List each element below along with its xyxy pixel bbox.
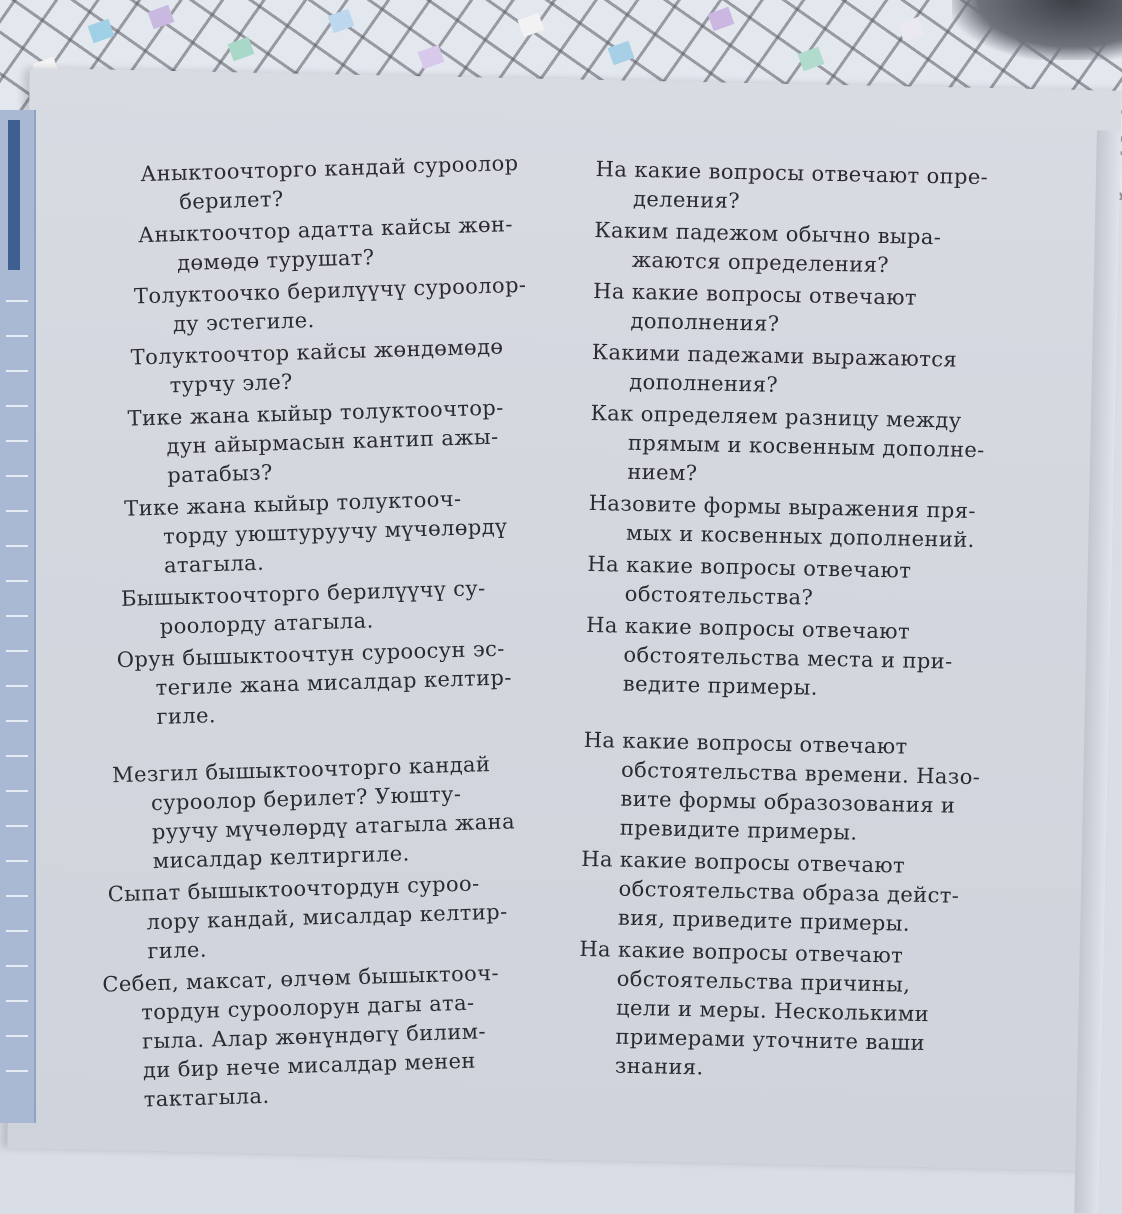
spine-tick (6, 895, 28, 897)
spine-tick (6, 1035, 28, 1037)
spine-tick (6, 790, 28, 792)
spine-tick (6, 615, 28, 617)
spine-tick (6, 405, 28, 407)
spine-band (8, 120, 20, 270)
question-ru-5: Как определяем разницу между прямым и косвенным дополне- нием? (590, 400, 985, 486)
spine-tick (6, 300, 28, 302)
cloth-square (418, 45, 445, 69)
cloth-square (328, 9, 355, 33)
kyrgyz-questions-column (78, 148, 576, 1119)
question-ru-3: На какие вопросы отвечают дополнения? (592, 278, 918, 336)
question-ru-8: На какие вопросы отвечают обстоятельства места и при- ведите примеры. (585, 612, 953, 700)
spine-tick (6, 1070, 28, 1072)
cloth-square (608, 41, 635, 65)
question-kg-6: Тике жана кыйыр толуктооч- торду уюштуруучу мүчөлөрдү атагыла. (123, 486, 508, 578)
spine-tick (6, 965, 28, 967)
question-ru-6: Назовите формы выражения пря- мых и косвенных дополнений. (588, 490, 977, 553)
spine-tick (6, 1000, 28, 1002)
question-kg-5: Тике жана кыйыр толуктоочтор- дун айырмасын кантип ажы- ратабыз? (127, 395, 505, 488)
spine-tick (6, 510, 28, 512)
question-ru-4: Какими падежами выражаются дополнения? (591, 339, 958, 397)
question-kg-8: Орун бышыктоочтун суроосун эс- тегиле жана мисалдар келтир- гиле. (116, 636, 513, 729)
cloth-square (518, 13, 545, 37)
cloth-square (148, 5, 175, 29)
question-ru-11: На какие вопросы отвечают обстоятельства причины, цели и меры. Несколькими примерами уточните ваши знания. (579, 936, 930, 1080)
question-ru-7: На какие вопросы отвечают обстоятельства? (587, 551, 912, 610)
spine-tick (6, 545, 28, 547)
spine-tick (6, 685, 28, 687)
question-ru-2: Каким падежом обычно выра- жаются определения? (594, 217, 942, 278)
question-kg-11: Себеп, максат, өлчөм бышыктооч- тордун суроолорун дагы ата- гыла. Алар жөнүндөгү билим- ди бир нече мисалдар менен тактагыла. (102, 960, 500, 1112)
russian-questions-column (577, 155, 1046, 1092)
spine-tick (6, 335, 28, 337)
question-kg-9: Мезгил бышыктоочторго кандай суроолор берилет? Уюшту- руучу мүчөлөрдү атагыла жана мисалдар келтиргиле. (111, 752, 516, 874)
question-ru-10: На какие вопросы отвечают обстоятельства образа дейст- вия, приведите примеры. (581, 846, 960, 936)
question-kg-7: Бышыктоочторго берилүүчү су- роолорду атагыла. (120, 576, 486, 639)
spine-tick (6, 755, 28, 757)
spine-tick (6, 440, 28, 442)
spine-tick (6, 860, 28, 862)
cloth-square (88, 19, 115, 43)
notebook-spine (0, 110, 36, 1123)
question-kg-10: Сыпат бышыктоочтордун суроо- лору кандай, мисалдар келтир- гиле. (107, 871, 508, 964)
spine-tick (6, 580, 28, 582)
page-edge (1074, 130, 1121, 1213)
cloth-square (708, 7, 735, 31)
question-ru-1: На какие вопросы отвечают опре- деления? (595, 156, 989, 214)
spine-tick (6, 650, 28, 652)
question-kg-4: Толуктоочтор кайсы жөндөмөдө турчу эле? (130, 334, 504, 398)
spine-tick (6, 720, 28, 722)
question-kg-2: Аныктоочтор адатта кайсы жөн- дөмөдө турушат? (137, 212, 514, 276)
spine-tick (6, 930, 28, 932)
spine-tick (6, 825, 28, 827)
cloth-square (228, 37, 255, 61)
question-kg-1: Аныктоочторго кандай суроолор берилет? (140, 150, 519, 215)
question-kg-3: Толуктоочко берилүүчү суроолор- ду эстегиле. (133, 272, 527, 337)
spine-tick (6, 475, 28, 477)
spine-tick (6, 370, 28, 372)
question-ru-9: На какие вопросы отвечают обстоятельства времени. Назо- вите формы образозования и превидите примеры. (583, 727, 981, 845)
cloth-square (798, 47, 825, 71)
cloth-square (898, 17, 925, 41)
dark-object (952, 0, 1122, 60)
